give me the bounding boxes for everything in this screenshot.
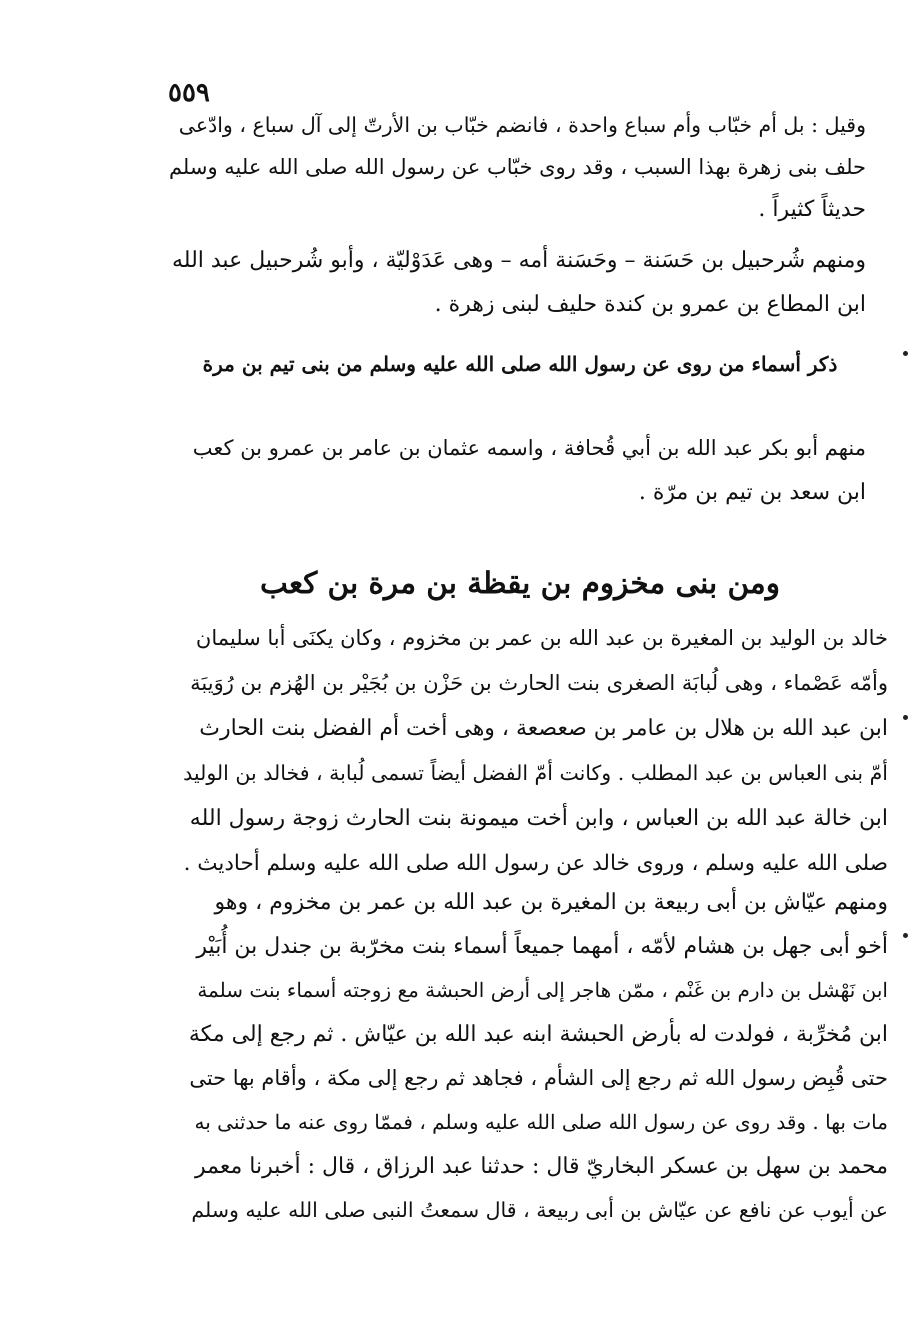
text-line: خالد بن الوليد بن المغيرة بن عبد الله بن عمر بن مخزوم ، وكان يكنَى أبا سليمان — [195, 626, 888, 650]
scan-speck — [903, 715, 908, 720]
text-line: منهم أبو بكر عبد الله بن أبي قُحافة ، واسمه عثمان بن عامر بن عمرو بن كعب — [192, 436, 866, 460]
text-line: ابن مُخرِّبة ، فولدت له بأرض الحبشة ابنه عبد الله بن عيّاش . ثم رجع إلى مكة — [188, 1022, 888, 1047]
text-line: ومنهم عيّاش بن أبى ربيعة بن المغيرة بن عبد الله بن عمر بن مخزوم ، وهو — [214, 890, 888, 915]
text-line: ابن سعد بن تيم بن مرّة . — [638, 480, 866, 505]
text-line: وأمّه عَصْماء ، وهى لُبابَة الصغرى بنت الحارث بن حَزْن بن بُجَيْر بن الهُزم بن رُوَيبَة — [190, 671, 888, 695]
text-line: محمد بن سهل بن عسكر البخاريّ قال : حدثنا عبد الرزاق ، قال : أخبرنا معمر — [195, 1154, 888, 1179]
text-line: مات بها . وقد روى عن رسول الله صلى الله عليه وسلم ، فممّا روى عنه ما حدثنى به — [194, 1110, 888, 1134]
text-line: ابن المطاع بن عمرو بن كندة حليف لبنى زهرة . — [434, 292, 866, 317]
text-line: صلى الله عليه وسلم ، وروى خالد عن رسول الله صلى الله عليه وسلم أحاديث . — [183, 851, 888, 876]
text-line: أمّ بنى العباس بن عبد المطلب . وكانت أمّ الفضل أيضاً تسمى لُبابة ، فخالد بن الوليد — [183, 761, 888, 785]
text-line: حديثاً كثيراً . — [758, 197, 866, 222]
text-line: ومنهم شُرحبيل بن حَسَنة – وحَسَنة أمه – وهى عَدَوْليّة ، وأبو شُرحبيل عبد الله — [172, 248, 866, 273]
paragraph-4 — [180, 626, 888, 876]
paragraph-3 — [180, 436, 866, 505]
section-heading-banu-taym: ذكر أسماء من روى عن رسول الله صلى الله عليه وسلم من بنى تيم بن مرة — [202, 352, 838, 376]
text-line: حلف بنى زهرة بهذا السبب ، وقد روى خبّاب عن رسول الله صلى الله عليه وسلم — [168, 155, 866, 179]
text-line: ابن عبد الله بن هلال بن عامر بن صعصعة ، وهى أخت أم الفضل بنت الحارث — [199, 716, 888, 741]
text-line: ابن نَهْشل بن دارم بن غَنْم ، ممّن هاجر إلى أرض الحبشة مع زوجته أسماء بنت سلمة — [197, 978, 888, 1002]
text-line: عن أيوب عن نافع عن عيّاش بن أبى ربيعة ، قال سمعتُ النبى صلى الله عليه وسلم — [191, 1198, 888, 1222]
page-number: ٥٥٩ — [168, 78, 210, 108]
paragraph-1 — [166, 113, 866, 222]
text-line: حتى قُبِض رسول الله ثم رجع إلى الشأم ، فجاهد ثم رجع إلى مكة ، وأقام بها حتى — [189, 1066, 888, 1090]
text-line: وقيل : بل أم خبّاب وأم سباع واحدة ، فانضم خبّاب بن الأرتّ إلى آل سباع ، وادّعى — [178, 113, 866, 137]
section-heading-banu-makhzum: ومن بنى مخزوم بن يقظة بن مرة بن كعب — [260, 565, 780, 600]
paragraph-2 — [166, 248, 866, 317]
text-line: أخو أبى جهل بن هشام لأمّه ، أمهما جميعاً أسماء بنت مخرّبة بن جندل بن أُبَيْر — [196, 934, 888, 959]
text-line: ابن خالة عبد الله بن العباس ، وابن أخت ميمونة بنت الحارث زوجة رسول الله — [189, 806, 888, 831]
scan-speck — [903, 351, 908, 356]
scan-speck — [903, 933, 908, 938]
paragraph-5 — [188, 892, 888, 1220]
